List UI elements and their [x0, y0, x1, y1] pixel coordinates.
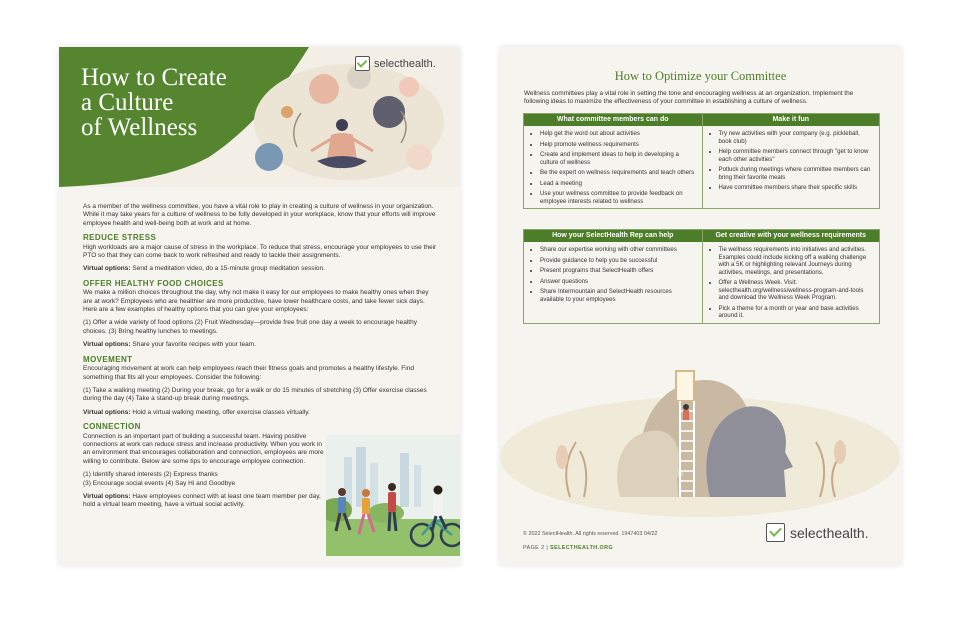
list-item: • Be the expert on wellness requirements and teach others: [540, 169, 696, 177]
column-header: How your SelectHealth Rep can help: [524, 230, 702, 242]
page-footer: [523, 545, 613, 551]
page-2-title: How to Optimize your Committee: [614, 69, 787, 83]
selecthealth-logo-footer: [766, 523, 869, 542]
virtual-options: [83, 493, 325, 510]
section-paragraph: (1) Offer a wide variety of food options (2) Fruit Wednesday—provide free fruit one day a week to encourage healthy choices. (3) Bring healthy lunches to meetings.: [83, 319, 417, 335]
header-banner: [59, 47, 460, 187]
list-item: • Share Intermountain and SelectHealth resources available to your employees: [540, 288, 696, 303]
rep-table: [523, 229, 880, 324]
page-title: [81, 65, 261, 140]
table-column: [702, 230, 880, 323]
list-item: • Have committee members share their specific skills: [719, 184, 874, 192]
column-header: What committee members can do: [524, 114, 702, 126]
people-exercising-illustration: [326, 435, 460, 556]
section-movement: [83, 356, 438, 417]
bullet-list: [703, 246, 880, 320]
virtual-options-text: Send a meditation video, do a 15-minute group meditation session.: [130, 265, 325, 273]
page-2: [500, 47, 901, 565]
bullet-list: [524, 246, 702, 303]
bullet-list: [524, 130, 702, 205]
table-column: [702, 114, 880, 208]
section-paragraph: Connection is an important part of building a successful team. Having positive connections at work can reduce stress and increase productivity. When you work in an environment that encourages collaboration and connection, employees are more willing to contribute. Below are some tips to encourage employee connection.: [83, 432, 324, 465]
checkmark-icon: [355, 56, 370, 71]
list-item: • Share our expertise working with other committees: [540, 246, 696, 254]
intro-paragraph: As a member of the wellness committee, you have a vital role to play in creating a culture of wellness in your organization. While it may take years for a culture of wellness to be fully developed in your workplace, know that your efforts will improve employee health and well-being both at work and at home.: [83, 203, 436, 227]
logo-text: selecthealth.: [374, 57, 436, 70]
virtual-options-label: Virtual options:: [83, 341, 131, 349]
virtual-options: [83, 265, 438, 273]
section-paragraph: We make a million choices throughout the day, why not make it easy for our employees to make healthy ones when they are at work? Employees who are healthier are more productive, have lower healthcare costs, and take fewer sick days. Here are a few examples of healthy options that you can give your employees:: [83, 289, 429, 314]
list-item: • Create and implement ideas to help in developing a culture of wellness: [540, 151, 696, 166]
table-column: [524, 230, 702, 323]
list-item: • Try new activities with your company (e.g. pickleball, book club): [719, 130, 874, 145]
title-line-1: How to Create: [81, 64, 227, 91]
page-1: [59, 47, 460, 565]
virtual-options-label: Virtual options:: [83, 408, 131, 416]
section-paragraph: (1) Take a walking meeting (2) During your break, go for a walk or do 15 minutes of stretching (3) Offer exercise classes during the day (4) Take a stand-up break during meetings.: [83, 386, 427, 403]
list-item: • Provide guidance to help you be successful: [540, 257, 696, 265]
section-reduce-stress: [83, 234, 438, 274]
list-item: • Help committee members connect through "get to know each other activities": [719, 148, 874, 163]
virtual-options-label: Virtual options:: [83, 265, 131, 273]
section-heading: OFFER HEALTHY FOOD CHOICES: [83, 278, 224, 288]
column-header: Get creative with your wellness requirements: [703, 230, 880, 242]
page-2-intro: Wellness committees play a vital role in setting the tone and encouraging wellness at an organization. Implement the following ideas to maximize the effectiveness of your committee in establishing a culture of wellness.: [524, 90, 854, 105]
section-heading: MOVEMENT: [83, 354, 133, 364]
list-item: • Pick a theme for a month or year and base activities around it.: [719, 305, 874, 320]
list-item: • Help promote wellness requirements: [540, 141, 696, 149]
website-link[interactable]: SELECTHEALTH.ORG: [550, 545, 613, 551]
virtual-options: [83, 409, 438, 417]
title-line-3: of Wellness: [81, 114, 198, 141]
list-item: • Present programs that SelectHealth offers: [540, 267, 696, 275]
section-healthy-food: [83, 280, 438, 350]
virtual-options-text: Have employees connect with at least one team member per day, hold a virtual team meeting, have a virtual social activity.: [83, 492, 321, 509]
copyright-text: © 2022 SelectHealth. All rights reserved. 1947403 04/22: [523, 531, 658, 537]
virtual-options-text: Hold a virtual walking meeting, offer exercise classes virtually.: [130, 408, 310, 416]
list-item: • Use your wellness committee to provide feedback on employee interests related to wellness: [540, 190, 696, 205]
title-line-2: a Culture: [81, 89, 174, 116]
list-item: • Help get the word out about activities: [540, 130, 696, 138]
list-item: • Potluck during meetings where committee members can bring their favorite meals: [719, 166, 874, 181]
table-column: [524, 114, 702, 208]
virtual-options-text: Share your favorite recipes with your team.: [130, 341, 256, 349]
list-item: • Answer questions: [540, 278, 696, 286]
section-paragraph: Encouraging movement at work can help employees reach their fitness goals and promotes a healthy lifestyle. Find something that fits all your employees. Consider the following:: [83, 365, 414, 381]
heads-ladder-illustration: [500, 347, 901, 517]
virtual-options-label: Virtual options:: [83, 492, 131, 500]
page-number: PAGE 2 |: [523, 545, 551, 551]
list-item: • Tie wellness requirements into initiatives and activities. Examples could include kicking off a walking challenge with a 5K or highlighting relevant Journeys during activities, meetings, and presentations.: [719, 246, 874, 276]
section-heading: CONNECTION: [83, 422, 141, 432]
section-connection: [83, 423, 325, 510]
section-heading: REDUCE STRESS: [83, 233, 157, 243]
logo-text: selecthealth.: [790, 524, 869, 541]
section-paragraph: (1) Identify shared interests (2) Express thanks (3) Encourage social events (4) Say Hi and Goodbye: [83, 471, 236, 487]
checkmark-icon: [766, 523, 785, 542]
bullet-list: [703, 130, 880, 192]
list-item: • Lead a meeting: [540, 180, 696, 188]
committee-table: [523, 113, 880, 209]
section-paragraph: High workloads are a major cause of stress in the workplace. To reduce that stress, encourage your employees to use their PTO so that they can come back to work refreshed and ready to tackle their assignments.: [83, 243, 437, 260]
list-item: • Offer a Wellness Week. Visit: selecthealth.org/wellness/wellness-program-and-tools and download the Wellness Week Program.: [719, 279, 874, 302]
selecthealth-logo: [355, 56, 436, 71]
virtual-options: [83, 341, 438, 349]
column-header: Make it fun: [703, 114, 880, 126]
